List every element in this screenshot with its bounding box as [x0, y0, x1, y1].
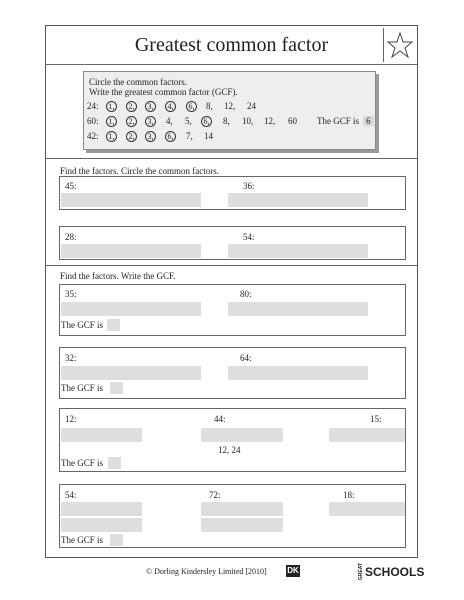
number-label: 45:	[65, 181, 77, 191]
gcf-label: The GCF is	[61, 458, 104, 468]
number-label: 54:	[65, 490, 77, 500]
gcf-answer-field[interactable]	[108, 457, 121, 469]
answer-field[interactable]	[61, 302, 201, 316]
problem-box	[59, 484, 406, 548]
factor: 12,	[224, 101, 236, 111]
brand-large: SCHOOLS	[365, 564, 425, 579]
number-label: 28:	[65, 232, 77, 242]
copyright-text: © Dorling Kindersley Limited [2010]	[146, 567, 267, 576]
section-divider	[45, 158, 418, 159]
factor: 4,	[166, 116, 173, 126]
number-label: 18:	[343, 490, 355, 500]
answer-field[interactable]	[228, 193, 368, 207]
dk-logo: DK	[287, 566, 299, 575]
gcf-value: 6	[363, 116, 374, 126]
title-divider	[45, 64, 418, 65]
circled-factor: 6,	[201, 116, 212, 127]
problem-box	[59, 408, 406, 472]
row-label: 42:	[87, 131, 99, 141]
circled-factor: 3,	[145, 101, 156, 112]
problem-box	[59, 347, 406, 399]
section-divider	[45, 265, 418, 266]
example-row-24	[87, 101, 367, 113]
answer-field[interactable]	[201, 518, 283, 532]
circled-factor: 1,	[106, 131, 117, 142]
gcf-label: The GCF is	[61, 383, 104, 393]
number-label: 44:	[214, 414, 226, 424]
gcf-text: The GCF is	[317, 116, 360, 126]
answer-field[interactable]	[201, 502, 283, 516]
circled-factor: 6,	[165, 131, 176, 142]
star-badge	[383, 28, 415, 62]
circled-factor: 6,	[186, 101, 197, 112]
factor: 8,	[206, 101, 213, 111]
problem-box	[59, 284, 406, 336]
greatschools-logo	[358, 563, 424, 581]
example-instruction-1: Circle the common factors.	[89, 77, 187, 87]
example-box	[83, 71, 376, 150]
gcf-label: The GCF is	[61, 320, 104, 330]
answer-field[interactable]	[228, 366, 368, 380]
section1-instruction: Find the factors. Circle the common factors.	[60, 166, 219, 176]
problem-box	[59, 176, 406, 210]
factor: 24	[247, 101, 256, 111]
circled-factor: 2,	[126, 131, 137, 142]
factor: 7,	[186, 131, 193, 141]
number-label: 32:	[65, 353, 77, 363]
circled-factor: 3,	[145, 131, 156, 142]
answer-field[interactable]	[61, 518, 142, 532]
factor: 8,	[223, 116, 230, 126]
circled-factor: 1,	[106, 116, 117, 127]
answer-field[interactable]	[201, 428, 283, 442]
factor: 14	[204, 131, 213, 141]
answer-field[interactable]	[228, 244, 368, 258]
answer-field[interactable]	[228, 302, 368, 316]
factor: 12,	[264, 116, 276, 126]
number-label: 64:	[240, 353, 252, 363]
answer-field[interactable]	[61, 502, 142, 516]
number-label: 80:	[240, 289, 252, 299]
answer-field[interactable]	[61, 244, 201, 258]
answer-field[interactable]	[329, 502, 405, 516]
example-instruction-2: Write the greatest common factor (GCF).	[89, 87, 238, 97]
circled-factor: 2,	[126, 101, 137, 112]
number-label: 36:	[243, 181, 255, 191]
partial-factors: 12, 24	[218, 445, 241, 455]
gcf-answer-field[interactable]	[110, 534, 123, 546]
row-label: 24:	[87, 101, 99, 111]
number-label: 12:	[65, 414, 77, 424]
number-label: 54:	[243, 232, 255, 242]
gcf-label: The GCF is	[61, 535, 104, 545]
answer-field[interactable]	[61, 366, 201, 380]
circled-factor: 4,	[165, 101, 176, 112]
answer-field[interactable]	[61, 428, 142, 442]
brand-small: GREAT	[358, 563, 364, 581]
circled-factor: 3,	[145, 116, 156, 127]
section2-instruction: Find the factors. Write the GCF.	[60, 271, 176, 281]
row-label: 60:	[87, 116, 99, 126]
problem-box	[59, 226, 406, 260]
factor: 10,	[242, 116, 254, 126]
example-row-42	[87, 131, 287, 143]
number-label: 35:	[65, 289, 77, 299]
circled-factor: 2,	[126, 116, 137, 127]
number-label: 15:	[370, 414, 382, 424]
circled-factor: 1,	[106, 101, 117, 112]
factor: 5,	[185, 116, 192, 126]
answer-field[interactable]	[329, 428, 405, 442]
star-icon	[387, 32, 413, 58]
number-label: 72:	[209, 490, 221, 500]
answer-field[interactable]	[61, 193, 201, 207]
gcf-answer-field[interactable]	[107, 319, 120, 331]
factor: 60	[288, 116, 297, 126]
gcf-answer-field[interactable]	[110, 382, 123, 394]
example-row-60	[87, 116, 377, 128]
page-title: Greatest common factor	[134, 34, 329, 56]
